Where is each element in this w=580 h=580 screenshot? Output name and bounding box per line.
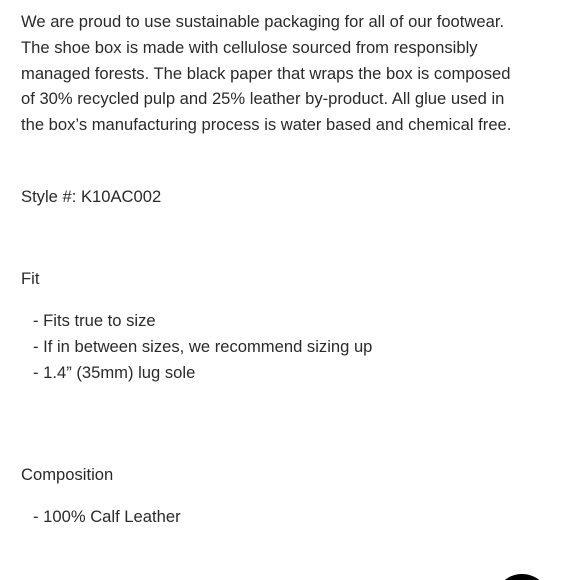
list-item: - 100% Calf Leather	[33, 504, 181, 530]
list-item: - Fits true to size	[33, 308, 372, 334]
description-line: managed forests. The black paper that wraps the box is composed	[21, 63, 511, 83]
description-line: The shoe box is made with cellulose sourced from responsibly	[21, 37, 478, 57]
fit-heading: Fit	[21, 269, 40, 288]
composition-heading: Composition	[21, 465, 114, 484]
list-item: - If in between sizes, we recommend sizing up	[33, 334, 372, 360]
description-line: of 30% recycled pulp and 25% leather by-product. All glue used in	[21, 89, 505, 109]
product-details-panel	[21, 9, 566, 138]
packaging-description	[21, 9, 566, 138]
list-item: - 1.4” (35mm) lug sole	[33, 360, 372, 386]
fit-list	[33, 308, 372, 386]
description-line: the box’s manufacturing process is water based and chemical free.	[21, 115, 512, 135]
composition-list	[33, 504, 181, 530]
description-line: We are proud to use sustainable packaging for all of our footwear.	[21, 12, 505, 31]
style-number: Style #: K10AC002	[21, 187, 162, 206]
chat-button[interactable]	[494, 574, 550, 580]
